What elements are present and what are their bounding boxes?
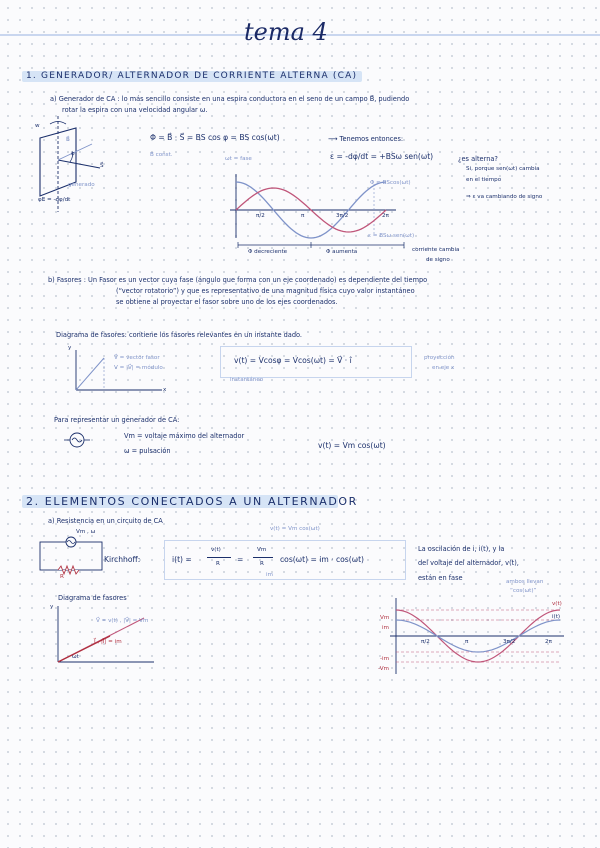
phasor-y-label: y xyxy=(68,345,72,351)
resistor-r-label: R xyxy=(60,574,64,580)
fig-emf: φE = -dφ/dt xyxy=(38,197,71,203)
frac2-top: Vm xyxy=(257,547,267,553)
projection-note-1: proyección xyxy=(424,355,455,361)
tiempo-line: en el tiempo xyxy=(466,177,502,183)
section-1-heading: 1. GENERADOR/ ALTERNADOR DE CORRIENTE ALTERNA (CA) xyxy=(26,71,358,81)
eq-sign: = xyxy=(237,555,244,564)
generator-text-line-2: rotar la espira con una velocidad angular ω. xyxy=(62,106,208,114)
phasor-modulus-note: V = |V⃗| = módulo xyxy=(114,365,163,371)
wt-phase-note: ωt = fase xyxy=(225,156,252,162)
phasor-diagram-title: Diagrama de fasores xyxy=(58,594,127,602)
section-2-heading: 2. ELEMENTOS CONECTADOS A UN ALTERNADOR xyxy=(26,495,358,508)
vt-note: v(t) = Vm cos(ωt) xyxy=(270,526,320,532)
frac2-bar xyxy=(253,557,273,558)
graph-neg-vm: -Vm xyxy=(378,666,389,672)
circuit-vm-label: Vm , ω xyxy=(76,529,96,535)
resistor-circuit xyxy=(38,540,106,578)
in-phase-text: están en fase xyxy=(418,574,463,582)
both-carry-note-1: ambos llevan xyxy=(506,579,544,585)
graph-vt-label: v(t) xyxy=(552,601,562,607)
graph2-pi2: π/2 xyxy=(421,639,430,645)
flux-increasing: Φ aumenta xyxy=(326,249,358,255)
ca-generator-represent: Para representar un generador de CA: xyxy=(54,416,180,424)
ac-source-symbol xyxy=(64,432,90,448)
current-changes-1: corriente cambia xyxy=(412,247,460,253)
fig-s-vector: S⃗ xyxy=(100,163,104,169)
oscillation-line-2: del voltaje del alternador, v(t), xyxy=(418,559,519,567)
fig-b-vector: B⃗ xyxy=(66,137,70,143)
ph2-i-note: I⃗ , |I⃗| = im xyxy=(94,639,122,645)
graph-vm: Vm xyxy=(380,615,390,621)
graph-tick-pi2: π/2 xyxy=(256,213,265,219)
generator-text-line-1: a) Generador de CA : lo más sencillo consiste en una espira conductora en el seno de un campo B⃗, pudiendo xyxy=(50,95,410,103)
ph2-wt: ωt xyxy=(72,654,79,660)
phasor-def-line-1: b) Fasores : Un Fasor es un vector cuya fase (ángulo que forma con un eje coordenado) es dependiente del tiempo xyxy=(48,276,428,284)
es-alterna: ¿es alterna? xyxy=(458,155,498,163)
graph-tick-3pi2: 3π/2 xyxy=(336,213,349,219)
frac2-bottom: R xyxy=(260,561,264,567)
frac1-bar xyxy=(207,557,231,558)
graph2-2pi: 2π xyxy=(545,639,552,645)
oscillation-line-1: La oscilación de i, i(t), y la xyxy=(418,545,505,553)
im-note: im xyxy=(266,572,274,578)
graph-tick-2pi: 2π xyxy=(382,213,389,219)
flux-equation: Φ = B⃗ · S⃗ = BS cos φ = BS cos(ωt) xyxy=(150,133,280,142)
graph-neg-im: -im xyxy=(380,656,390,662)
signo-line: ⇒ ε va cambiando de signo xyxy=(466,194,543,200)
resistance-heading: a) Resistencia en un circuito de CA xyxy=(48,517,163,525)
si-line: Si, porque sen(ωt) cambia xyxy=(466,166,540,172)
tenemos-text: ⟶ Tenemos entonces: xyxy=(328,135,404,143)
current-changes-2: de signo xyxy=(426,257,450,263)
kirchhoff-label: Kirchhoff: xyxy=(104,555,141,564)
both-carry-note-2: “cos(ωt)” xyxy=(510,588,537,594)
frac1-top: v(t) xyxy=(211,547,221,553)
flux-decreasing: Φ decreciente xyxy=(248,249,288,255)
graph-emf-label: ε = BSω sen(ωt) xyxy=(368,233,415,239)
ph2-y-label: y xyxy=(50,604,54,610)
page-title: tema 4 xyxy=(244,18,328,46)
b-const-note: B const. xyxy=(150,152,173,158)
vm-definition: Vm = voltaje máximo del alternador xyxy=(124,432,245,440)
fig-generated: generado xyxy=(68,182,95,188)
graph2-pi: π xyxy=(465,639,469,645)
graph-flux-label: Φ = BScos(ωt) xyxy=(370,180,411,186)
voltage-phasor-equation: v(t) = Vcosφ = Vcos(ωt) = V⃗ · î xyxy=(234,356,352,365)
fig-phi: φ xyxy=(71,151,75,157)
generator-equation: v(t) = Vm cos(ωt) xyxy=(318,441,386,450)
current-eq-left: i(t) = xyxy=(172,555,192,564)
phasor-vector-note: V⃗ = vector fasor xyxy=(114,355,160,361)
phasor-x-label: x xyxy=(163,387,167,393)
graph-it-label: i(t) xyxy=(552,614,561,620)
phasor-def-line-3: se obtiene al proyectar el fasor sobre uno de los ejes coordenados. xyxy=(116,298,338,306)
instantaneous-note: instantáneo xyxy=(230,377,264,383)
omega-definition: ω = pulsación xyxy=(124,447,171,455)
graph-tick-pi: π xyxy=(301,213,305,219)
v-i-graph xyxy=(378,598,568,678)
graph2-3pi2: 3π/2 xyxy=(503,639,516,645)
ph2-v-note: V⃗ = v(t) , |V⃗| = Vm xyxy=(96,618,149,624)
emf-equation: ε = -dφ/dt = +BSω sen(ωt) xyxy=(330,152,434,161)
phasor-def-line-2: (“vector rotatorio”) y que es representativo de una magnitud física cuyo valor instantáneo xyxy=(116,287,415,295)
current-eq-rest: cos(ωt) = im · cos(ωt) xyxy=(280,555,365,564)
projection-note-2: en eje x xyxy=(432,365,455,371)
graph-im: im xyxy=(382,625,390,631)
frac1-bottom: R xyxy=(216,561,220,567)
phasor-diagram-def: Diagrama de fasores: contiene los fasores relevantes en un instante dado. xyxy=(56,331,303,339)
fig-omega: w xyxy=(35,123,40,129)
resistor-phasor-diagram xyxy=(48,604,158,664)
